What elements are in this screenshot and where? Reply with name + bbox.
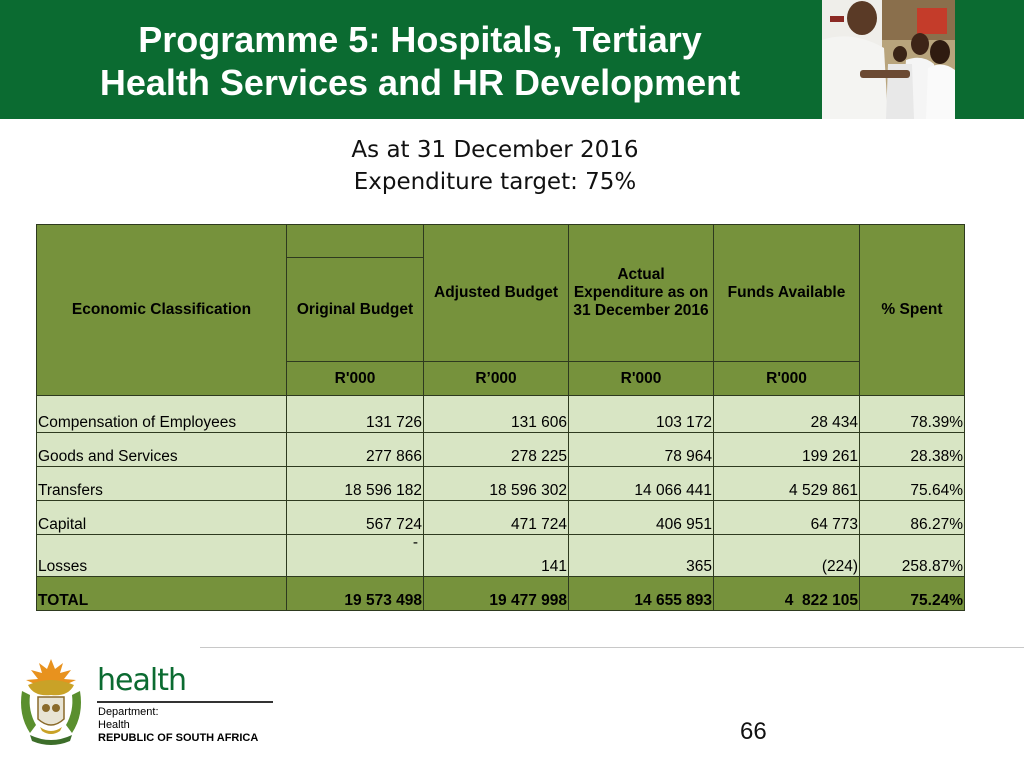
department-health: Health [98, 719, 130, 731]
cell-spent: 28.38% [860, 433, 965, 467]
cell-actual: 14 066 441 [569, 467, 714, 501]
wordmark-underline [97, 701, 273, 703]
cell-original: 18 596 182 [287, 467, 424, 501]
header-adjusted-budget: Adjusted Budget [424, 225, 569, 362]
page-number: 66 [740, 718, 767, 745]
cell-adjusted: 141 [424, 535, 569, 577]
cell-original: 131 726 [287, 396, 424, 433]
cell-funds: 28 434 [714, 396, 860, 433]
cell-original: 567 724 [287, 501, 424, 535]
table-row [37, 501, 965, 535]
header-photo [822, 0, 955, 119]
coat-of-arms-icon [16, 655, 86, 751]
table-row [37, 467, 965, 501]
cell-adjusted: 278 225 [424, 433, 569, 467]
health-wordmark: health [97, 663, 186, 698]
title-line-1: Programme 5: Hospitals, Tertiary [138, 19, 702, 60]
total-label: TOTAL [37, 577, 287, 611]
table-row [37, 396, 965, 433]
unit-original: R'000 [287, 362, 424, 396]
table-row [37, 535, 965, 577]
header-original-budget: Original Budget [287, 258, 424, 362]
cell-actual: 78 964 [569, 433, 714, 467]
header-actual-expenditure: Actual Expenditure as on 31 December 2016 [569, 225, 714, 362]
row-label: Capital [37, 501, 287, 535]
title-line-2: Health Services and HR Development [99, 62, 741, 103]
cell-funds: 4 529 861 [714, 467, 860, 501]
header-blank-cell [287, 225, 424, 258]
cell-spent: 258.87% [860, 535, 965, 577]
country-name: REPUBLIC OF SOUTH AFRICA [98, 732, 259, 744]
as-at-date: As at 31 December 2016 [351, 137, 639, 163]
total-actual: 14 655 893 [569, 577, 714, 611]
nurse-children-photo [822, 0, 955, 119]
cell-spent: 78.39% [860, 396, 965, 433]
cell-actual: 406 951 [569, 501, 714, 535]
cell-original: 277 866 [287, 433, 424, 467]
cell-actual: 365 [569, 535, 714, 577]
department-name [98, 706, 258, 745]
cell-funds: 64 773 [714, 501, 860, 535]
page-title [20, 18, 820, 104]
unit-adjusted: R’000 [424, 362, 569, 396]
cell-spent: 86.27% [860, 501, 965, 535]
total-adjusted: 19 477 998 [424, 577, 569, 611]
expenditure-table [36, 224, 965, 611]
cell-actual: 103 172 [569, 396, 714, 433]
cell-funds: (224) [714, 535, 860, 577]
cell-original-value: - [412, 534, 418, 551]
row-label: Transfers [37, 467, 287, 501]
header-economic-classification: Economic Classification [37, 225, 287, 396]
cell-spent: 75.64% [860, 467, 965, 501]
cell-original [287, 535, 424, 577]
report-subtitle [200, 134, 790, 198]
total-row [37, 577, 965, 611]
header-funds-available: Funds Available [714, 225, 860, 362]
unit-funds: R'000 [714, 362, 860, 396]
total-funds: 4 822 105 [714, 577, 860, 611]
cell-funds: 199 261 [714, 433, 860, 467]
row-label: Losses [37, 535, 287, 577]
header-percent-spent: % Spent [860, 225, 965, 396]
cell-adjusted: 18 596 302 [424, 467, 569, 501]
coat-of-arms-logo [16, 655, 86, 751]
row-label: Compensation of Employees [37, 396, 287, 433]
footer-divider [200, 647, 1024, 648]
unit-actual: R'000 [569, 362, 714, 396]
cell-adjusted: 471 724 [424, 501, 569, 535]
total-spent: 75.24% [860, 577, 965, 611]
table-row [37, 433, 965, 467]
department-label: Department: [98, 706, 159, 718]
row-label: Goods and Services [37, 433, 287, 467]
expenditure-target: Expenditure target: 75% [353, 169, 637, 195]
cell-adjusted: 131 606 [424, 396, 569, 433]
total-original: 19 573 498 [287, 577, 424, 611]
